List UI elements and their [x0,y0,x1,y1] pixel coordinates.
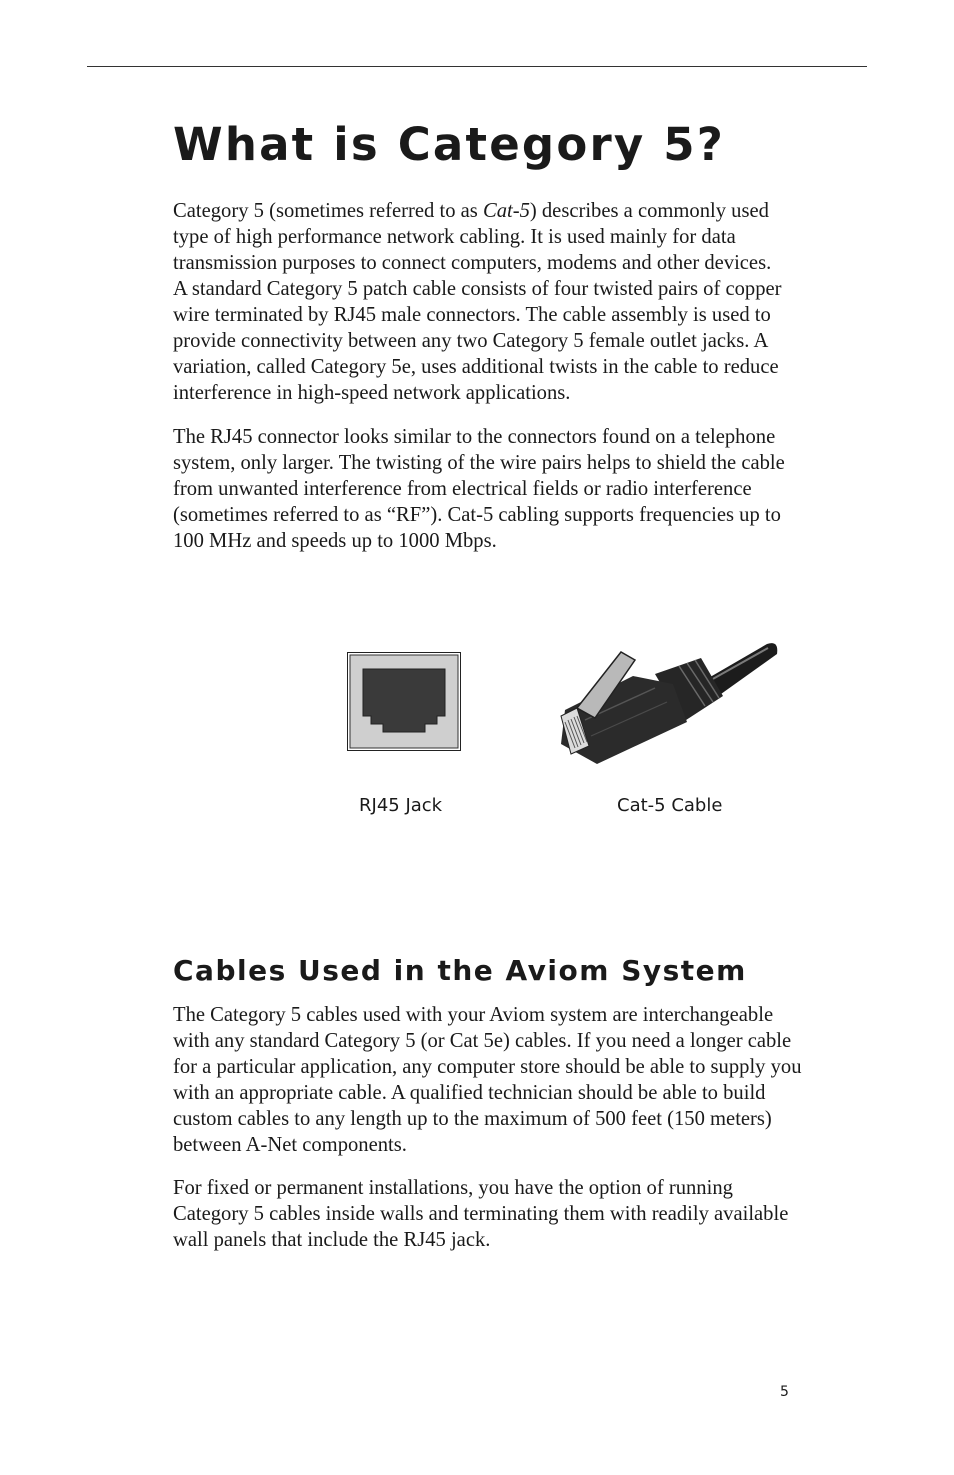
paragraph-line: interference in high-speed network applications. [173,382,571,404]
paragraph-line: variation, called Category 5e, uses additional twists in the cable to reduce [173,356,779,378]
rj45-paragraph [173,424,853,554]
paragraph-line: custom cables to any length up to the maximum of 500 feet (150 meters) [173,1108,772,1130]
paragraph-line: between A-Net components. [173,1134,407,1156]
intro-paragraph [173,198,853,406]
cat5-cable-caption: Cat-5 Cable [617,795,723,816]
paragraph-line: The RJ45 connector looks similar to the connectors found on a telephone [173,426,776,448]
paragraph-line: (sometimes referred to as “RF”). Cat-5 cabling supports frequencies up to [173,504,781,526]
paragraph-line: The Category 5 cables used with your Aviom system are interchangeable [173,1004,774,1026]
paragraph-line: for a particular application, any computer store should be able to supply you [173,1056,802,1078]
rj45-jack-caption: RJ45 Jack [359,795,443,816]
section-heading: Cables Used in the Aviom System [173,954,747,987]
paragraph-line: 100 MHz and speeds up to 1000 Mbps. [173,530,497,552]
paragraph-line: For fixed or permanent installations, you have the option of running [173,1177,733,1199]
paragraph-line: with any standard Category 5 (or Cat 5e) cables. If you need a longer cable [173,1030,792,1052]
paragraph-line [173,198,853,224]
paragraph-line: wall panels that include the RJ45 jack. [173,1229,491,1251]
aviom-cables-paragraph [173,1002,853,1158]
paragraph-line: system, only larger. The twisting of the wire pairs helps to shield the cable [173,452,785,474]
paragraph-line: A standard Category 5 patch cable consists of four twisted pairs of copper [173,278,782,300]
installation-paragraph [173,1175,853,1253]
paragraph-line: type of high performance network cabling. It is used mainly for data [173,226,736,248]
paragraph-line: wire terminated by RJ45 male connectors. The cable assembly is used to [173,304,771,326]
paragraph-line: Category 5 cables inside walls and terminating them with readily available [173,1203,789,1225]
cat5-cable-illustration [555,636,780,768]
emphasis-text: Cat-5 [482,200,530,222]
paragraph-line: transmission purposes to connect computers, modems and other devices. [173,252,772,274]
paragraph-line: with an appropriate cable. A qualified technician should be able to build [173,1082,766,1104]
paragraph-line: from unwanted interference from electrical fields or radio interference [173,478,752,500]
top-rule [87,66,867,67]
text-run: Category 5 (sometimes referred to as [173,200,483,222]
rj45-jack-illustration [347,652,461,751]
paragraph-line: provide connectivity between any two Category 5 female outlet jacks. A [173,330,769,352]
page-title: What is Category 5? [173,118,726,171]
page-number: 5 [780,1384,789,1400]
text-run: ) describes a commonly used [529,200,769,222]
